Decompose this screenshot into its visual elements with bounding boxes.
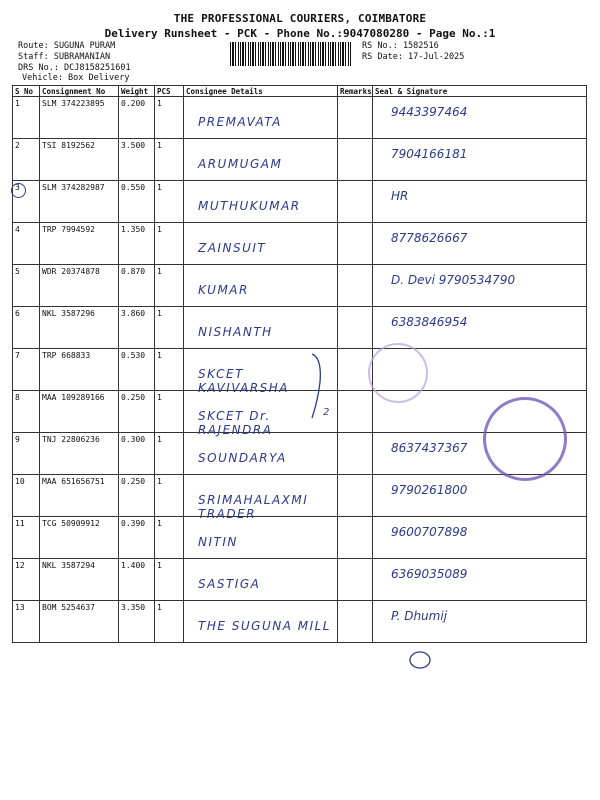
row-consignment-no: TRP 668833 [42,351,91,360]
row-consignee-cell [184,307,338,349]
row-weight: 1.400 [121,561,146,570]
row-sno-cell [13,265,40,307]
row-pcs: 1 [157,477,162,486]
row-pcs-cell [155,349,184,391]
row-pcs: 1 [157,561,162,570]
row-pcs: 1 [157,603,162,612]
row-pcs: 1 [157,393,162,402]
row-consignee-cell [184,433,338,475]
row-remarks-cell [338,97,373,139]
row-pcs-cell [155,223,184,265]
col-consignment-header: Consignment No [40,86,119,97]
row-weight: 0.250 [121,393,146,402]
row-sno: 11 [15,519,25,528]
row-consignment-no: SLM 374223895 [42,99,105,108]
row-pcs: 1 [157,141,162,150]
row-weight: 0.530 [121,351,146,360]
row-signature-cell [373,517,587,559]
rs-date: RS Date: 17-Jul-2025 [362,52,465,62]
vehicle-label: Vehicle: Box Delivery [22,73,130,83]
row-consignee-cell [184,181,338,223]
table-row [13,307,587,349]
row-weight: 0.200 [121,99,146,108]
row-signature-cell [373,475,587,517]
row-weight-cell [119,97,155,139]
row-sno-cell [13,559,40,601]
row-pcs-cell [155,307,184,349]
row-pcs-cell [155,559,184,601]
row-pcs-cell [155,265,184,307]
runsheet-subtitle: Delivery Runsheet - PCK - Phone No.:9047080280 - Page No.:1 [104,27,496,40]
row-consignee-cell [184,223,338,265]
row-pcs-cell [155,181,184,223]
row-sno: 6 [15,309,20,318]
row-consignment-no-cell [40,139,119,181]
row-pcs-cell [155,433,184,475]
row-consignment-no-cell [40,559,119,601]
row-consignment-no-cell [40,265,119,307]
row-sno: 4 [15,225,20,234]
barcode-image [230,42,352,66]
col-remarks-header: Remarks [338,86,373,97]
row-sno-cell [13,517,40,559]
row-remarks-cell [338,181,373,223]
row-weight-cell [119,181,155,223]
row-weight: 3.500 [121,141,146,150]
row-consignment-no-cell [40,349,119,391]
handwritten-consignee-name: NISHANTH [198,325,273,339]
row-sno-cell [13,139,40,181]
row-weight-cell [119,349,155,391]
row-sno-cell [13,349,40,391]
row-pcs-cell [155,517,184,559]
handwritten-consignee-name: THE SUGUNA MILL [198,619,331,633]
handwritten-consignee-name: SKCET Dr. RAJENDRA [198,409,273,437]
row-weight-cell [119,391,155,433]
row-remarks-cell [338,223,373,265]
row-pcs-cell [155,601,184,643]
row-pcs: 1 [157,225,162,234]
handwritten-consignee-name: ARUMUGAM [198,157,283,171]
company-title: THE PROFESSIONAL COURIERS, COIMBATORE [173,12,427,25]
row-consignment-no-cell [40,601,119,643]
row-consignment-no: MAA 109289166 [42,393,105,402]
row-consignee-cell [184,517,338,559]
row-pcs-cell [155,475,184,517]
handwritten-signature: 8637437367 [391,441,468,455]
row-consignment-no: TSI 8192562 [42,141,95,150]
row-sno-cell [13,97,40,139]
row-consignment-no-cell [40,97,119,139]
handwritten-signature: 9600707898 [391,525,468,539]
row-weight-cell [119,223,155,265]
row-weight-cell [119,139,155,181]
bracket-mark [308,352,328,422]
handwritten-consignee-name: ZAINSUIT [198,241,267,255]
table-row [13,517,587,559]
row-remarks-cell [338,307,373,349]
row-pcs: 1 [157,435,162,444]
table-row [13,181,587,223]
row-pcs: 1 [157,267,162,276]
col-signature-header: Seal & Signature [373,86,587,97]
row-remarks-cell [338,265,373,307]
row-consignee-cell [184,265,338,307]
row-consignment-no: NKL 3587294 [42,561,95,570]
row-remarks-cell [338,433,373,475]
row-signature-cell [373,139,587,181]
row-sno: 3 [15,183,20,192]
handwritten-consignee-name: MUTHUKUMAR [198,199,301,213]
row-pcs-cell [155,97,184,139]
row-pcs: 1 [157,309,162,318]
row-signature-cell [373,181,587,223]
row-consignee-cell [184,97,338,139]
row-signature-cell [373,223,587,265]
row-consignment-no-cell [40,223,119,265]
row-consignment-no: TNJ 22806236 [42,435,100,444]
handwritten-consignee-name: PREMAVATA [198,115,282,129]
col-pcs-header: PCS [155,86,184,97]
row-remarks-cell [338,559,373,601]
row-remarks-cell [338,139,373,181]
col-consignee-header: Consignee Details [184,86,338,97]
table-row [13,97,587,139]
row-weight: 0.250 [121,477,146,486]
handwritten-signature: HR [391,189,409,203]
handwritten-signature: 9443397464 [391,105,468,119]
row-weight: 0.390 [121,519,146,528]
row-weight: 1.350 [121,225,146,234]
row-weight: 0.300 [121,435,146,444]
row-weight: 0.550 [121,183,146,192]
row-signature-cell [373,307,587,349]
row-sno-cell [13,475,40,517]
row-weight: 3.350 [121,603,146,612]
table-row [13,601,587,643]
handwritten-consignee-name: KUMAR [198,283,249,297]
table-row [13,475,587,517]
row-consignment-no: TCG 50909912 [42,519,100,528]
handwritten-signature: 7904166181 [391,147,468,161]
row-weight: 0.870 [121,267,146,276]
handwritten-consignee-name: SKCET KAVIVARSHA [198,367,290,395]
table-row [13,139,587,181]
row-sno: 7 [15,351,20,360]
handwritten-consignee-name: SOUNDARYA [198,451,287,465]
row-signature-cell [373,97,587,139]
row-sno-cell [13,223,40,265]
row-weight-cell [119,265,155,307]
bracket-note: 2 [323,407,330,418]
staff-label: Staff: SUBRAMANIAN [18,52,111,62]
handwritten-consignee-name: SRIMAHALAXMI TRADER [198,493,309,521]
handwritten-signature: 8778626667 [391,231,468,245]
row-weight-cell [119,517,155,559]
row-consignment-no: WDR 20374878 [42,267,100,276]
handwritten-signature: 6369035089 [391,567,468,581]
row-sno: 10 [15,477,25,486]
table-row [13,349,587,391]
row-sno-cell [13,391,40,433]
row-remarks-cell [338,601,373,643]
row-consignment-no: NKL 3587296 [42,309,95,318]
table-row [13,223,587,265]
row-remarks-cell [338,391,373,433]
row-signature-cell [373,559,587,601]
handwritten-signature: 9790261800 [391,483,468,497]
handwritten-signature: P. Dhumij [391,609,448,623]
row-consignment-no-cell [40,517,119,559]
row-sno: 13 [15,603,25,612]
row-weight-cell [119,433,155,475]
row-pcs-cell [155,139,184,181]
row-weight-cell [119,475,155,517]
runsheet-table [12,85,587,643]
row-consignee-cell [184,139,338,181]
row-weight-cell [119,559,155,601]
drs-number: DRS No.: DCJ8158251601 [18,63,131,73]
row-consignment-no: MAA 651656751 [42,477,105,486]
handwritten-signature: D. Devi 9790534790 [391,273,516,287]
circled-row-mark [11,183,26,198]
table-row [13,265,587,307]
row-sno: 12 [15,561,25,570]
row-remarks-cell [338,517,373,559]
row-sno-cell [13,433,40,475]
row-pcs: 1 [157,99,162,108]
row-sno: 5 [15,267,20,276]
table-row [13,559,587,601]
route-label: Route: SUGUNA PURAM [18,41,116,51]
row-weight-cell [119,601,155,643]
row-sno-cell [13,601,40,643]
row-consignment-no: SLM 374282987 [42,183,105,192]
row-consignment-no: TRP 7994592 [42,225,95,234]
row-pcs: 1 [157,183,162,192]
row-consignee-cell [184,601,338,643]
row-consignment-no-cell [40,391,119,433]
pen-scribble-mark [408,650,432,670]
row-pcs: 1 [157,351,162,360]
row-consignment-no-cell [40,307,119,349]
handwritten-signature: 6383846954 [391,315,468,329]
row-weight-cell [119,307,155,349]
row-sno: 2 [15,141,20,150]
col-sno-header: S No [13,86,40,97]
row-consignment-no-cell [40,475,119,517]
row-pcs-cell [155,391,184,433]
row-consignee-cell [184,475,338,521]
col-weight-header: Weight [119,86,155,97]
rs-number: RS No.: 1582516 [362,41,439,51]
faded-seal-stamp [368,343,428,403]
row-pcs: 1 [157,519,162,528]
row-consignee-cell [184,559,338,601]
row-sno: 9 [15,435,20,444]
row-signature-cell [373,601,587,643]
row-remarks-cell [338,475,373,517]
table-header-row [13,86,587,97]
row-sno: 8 [15,393,20,402]
seal-stamp [483,397,567,481]
row-sno-cell [13,307,40,349]
row-signature-cell [373,265,587,307]
row-consignment-no: BOM 5254637 [42,603,95,612]
handwritten-consignee-name: NITIN [198,535,238,549]
row-consignment-no-cell [40,433,119,475]
row-consignment-no-cell [40,181,119,223]
handwritten-consignee-name: SASTIGA [198,577,261,591]
row-sno: 1 [15,99,20,108]
row-weight: 3.860 [121,309,146,318]
